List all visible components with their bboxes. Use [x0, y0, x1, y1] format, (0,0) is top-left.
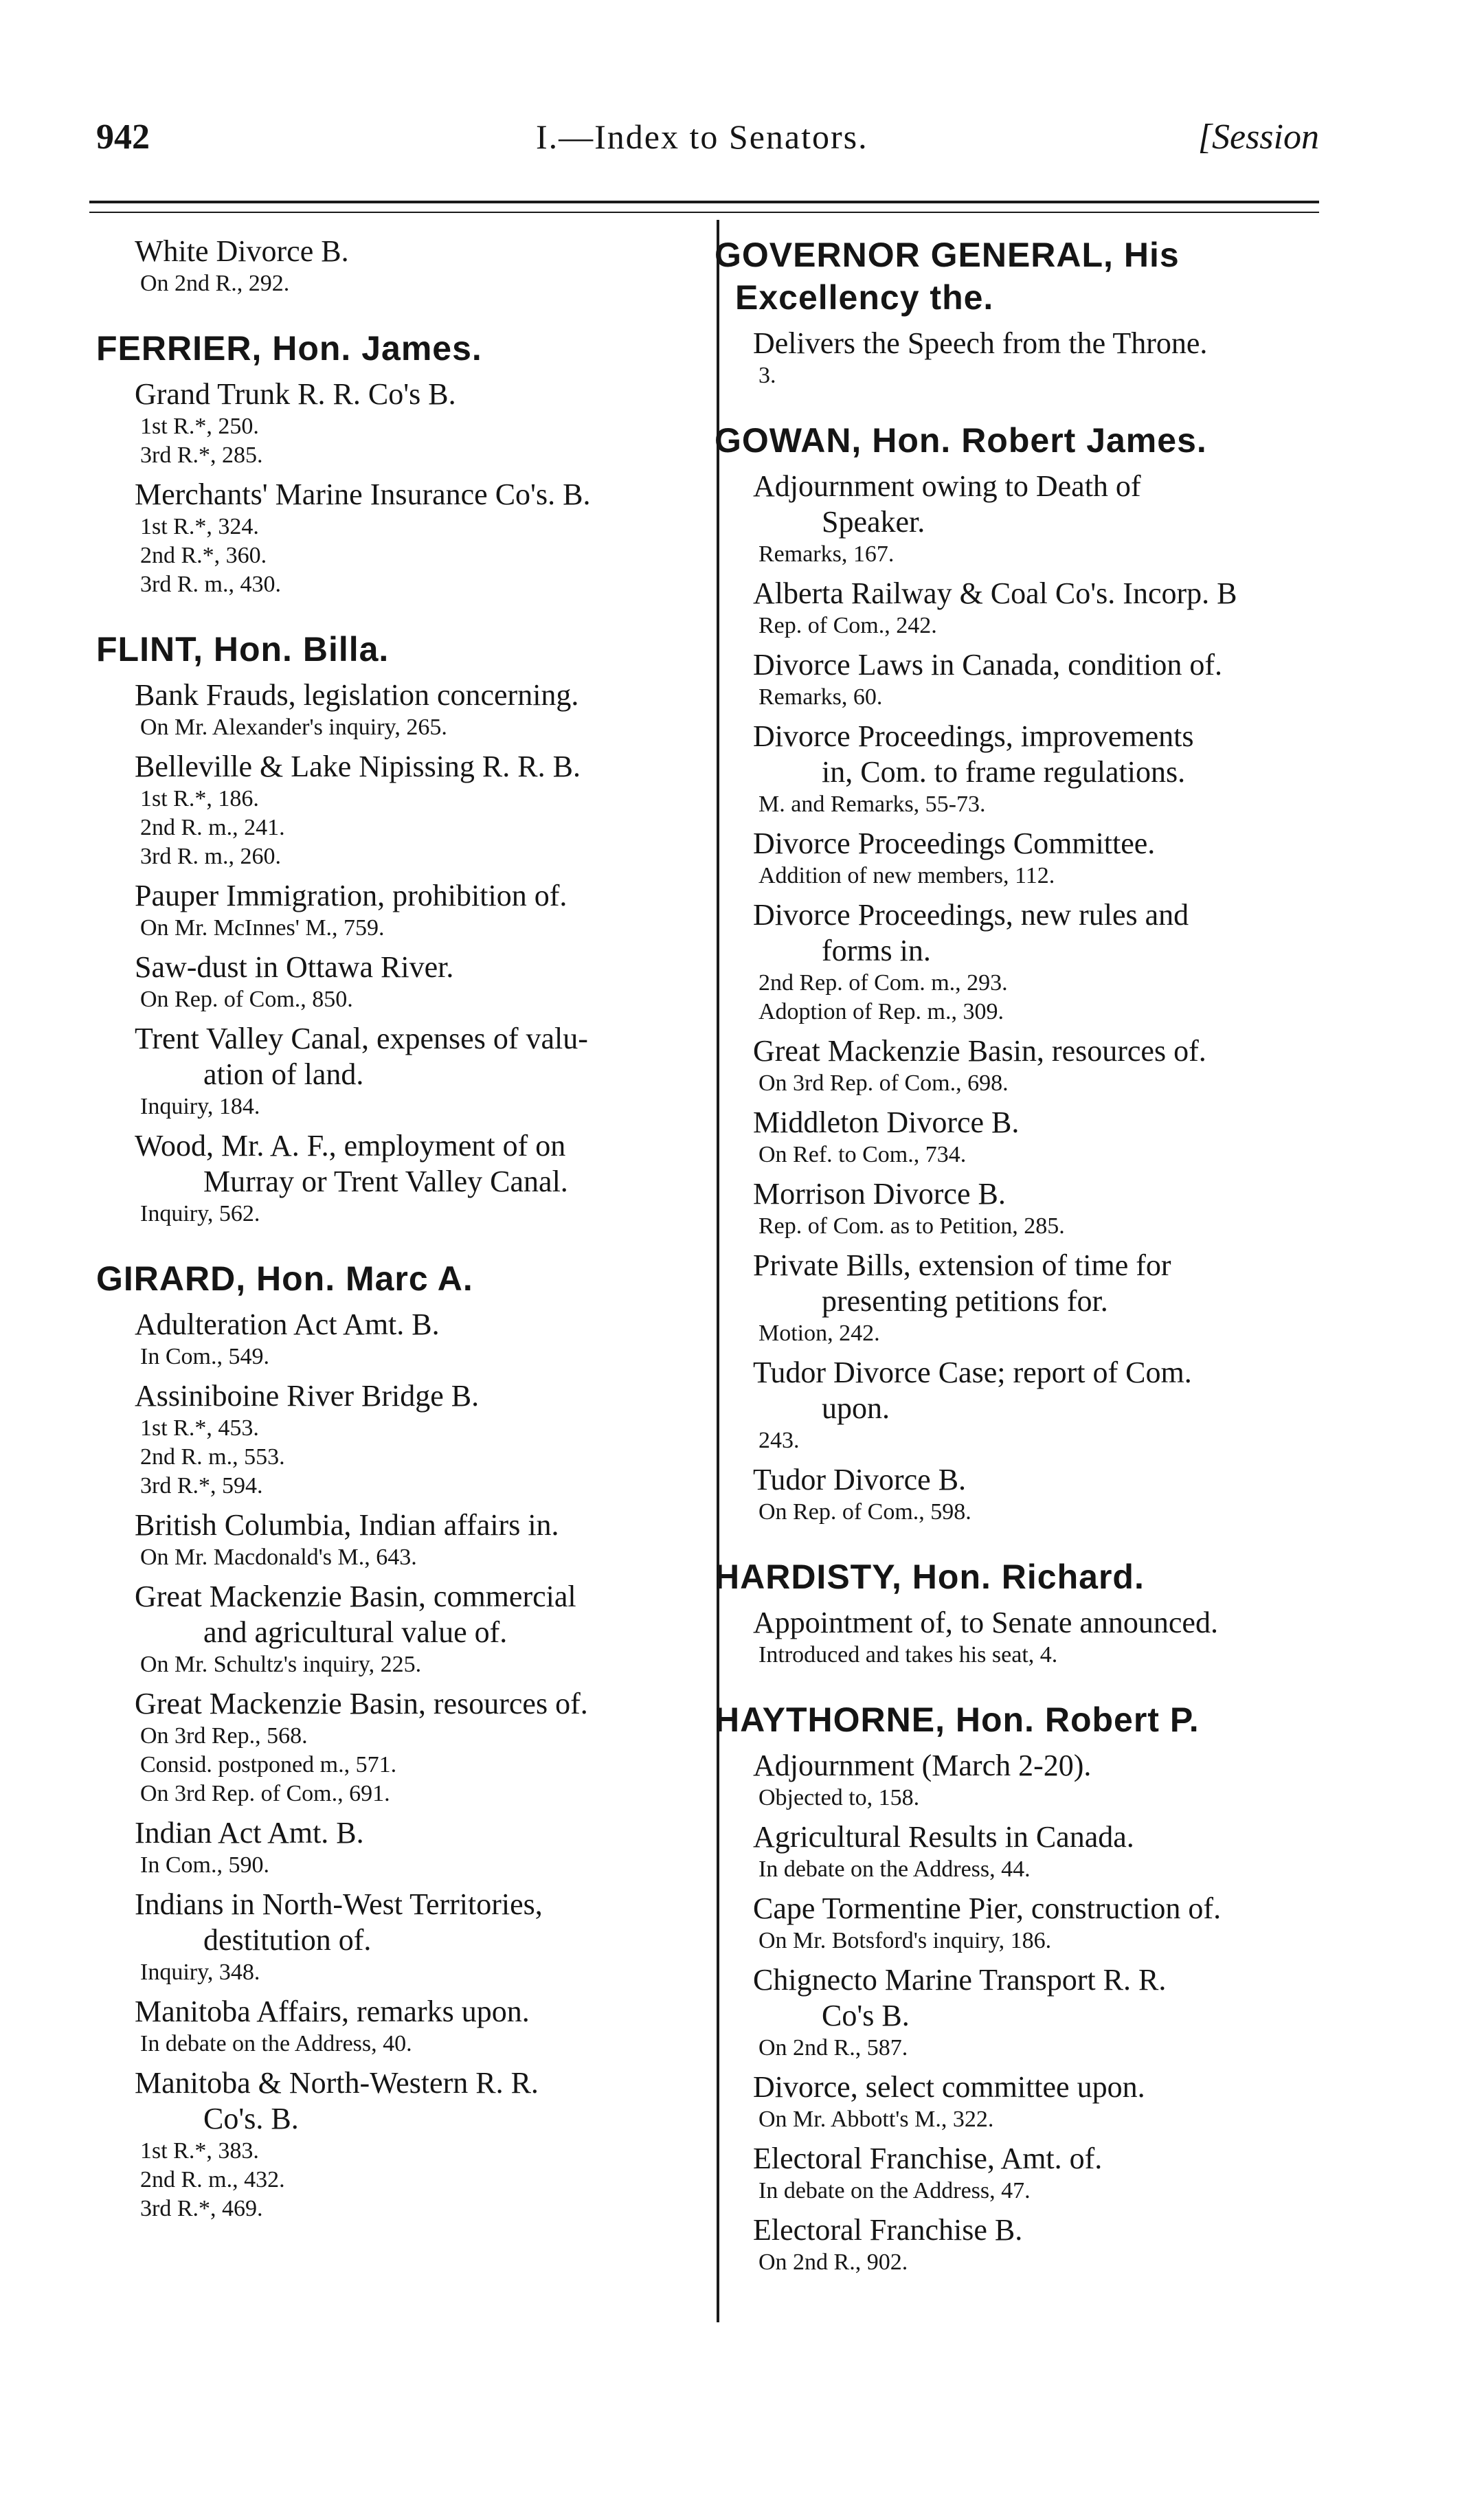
entry-reference: On Mr. Abbott's M., 322. [758, 2107, 994, 2132]
senator-name [715, 1698, 1326, 1741]
index-entry [96, 1686, 708, 1808]
entry-reference: On Mr. Alexander's inquiry, 265. [140, 715, 447, 740]
index-entry [715, 1105, 1326, 1169]
index-entry [96, 2065, 708, 2223]
entry-title [96, 477, 708, 513]
entry-title [96, 1686, 708, 1722]
index-section [715, 1556, 1326, 1670]
senator-name-text: HARDISTY, Hon. Richard. [715, 1558, 1145, 1596]
index-entry [715, 1462, 1326, 1527]
entry-reference: 3rd R. m., 260. [140, 844, 281, 869]
entry-title-text: Indians in North-West Territories, [135, 1887, 543, 1921]
entry-title [715, 576, 1326, 611]
entry-title-continuation: destitution of. [203, 1923, 372, 1957]
index-entry [715, 2141, 1326, 2206]
entry-reference: Introduced and takes his seat, 4. [758, 1642, 1058, 1668]
entry-reference: 1st R.*, 250. [140, 414, 259, 439]
index-entry [715, 1248, 1326, 1348]
entry-title [96, 1994, 708, 2030]
index-entry [715, 1355, 1326, 1455]
entry-title [715, 326, 1326, 361]
entry-title-text: Middleton Divorce B. [753, 1106, 1020, 1139]
index-entry [96, 1994, 708, 2058]
index-entry [96, 1021, 708, 1121]
entry-title-continuation: ation of land. [203, 1057, 364, 1091]
entry-reference: 1st R.*, 383. [140, 2138, 259, 2164]
senator-name-text: HAYTHORNE, Hon. Robert P. [715, 1701, 1200, 1739]
senator-name-text: FERRIER, Hon. James. [96, 329, 482, 368]
entry-title-text: White Divorce B. [135, 234, 349, 268]
entry-title [715, 2069, 1326, 2105]
entry-title-text: Divorce Laws in Canada, condition of. [753, 648, 1223, 682]
entry-title-text: Indian Act Amt. B. [135, 1816, 364, 1850]
index-entry [715, 1033, 1326, 1098]
entry-title [715, 719, 1326, 790]
entry-title-text: Appointment of, to Senate announced. [753, 1606, 1218, 1639]
entry-title [96, 234, 708, 269]
entry-reference: 2nd R. m., 241. [140, 815, 285, 840]
senator-name [715, 419, 1326, 462]
index-entry [96, 677, 708, 742]
entry-reference: In Com., 549. [140, 1344, 269, 1369]
entry-title [96, 878, 708, 914]
entry-title [96, 1307, 708, 1343]
entry-title-continuation: in, Com. to frame regulations. [822, 755, 1186, 789]
index-entry [715, 647, 1326, 712]
entry-reference: On 3rd Rep., 568. [140, 1723, 308, 1749]
header-rule-thin [89, 212, 1319, 213]
entry-reference: In debate on the Address, 40. [140, 2031, 412, 2056]
entry-reference: On Ref. to Com., 734. [758, 1142, 967, 1167]
entry-title-continuation: Co's B. [822, 1999, 910, 2032]
entry-title-text: Pauper Immigration, prohibition of. [135, 879, 567, 912]
index-entry [715, 826, 1326, 890]
entry-reference: Rep. of Com., 242. [758, 613, 937, 638]
entry-reference: 3rd R.*, 469. [140, 2196, 263, 2221]
entry-title-text: Divorce Proceedings, new rules and [753, 898, 1189, 932]
header-rule [89, 201, 1319, 203]
entry-title [715, 1355, 1326, 1426]
index-section [96, 628, 708, 1228]
entry-title [715, 1819, 1326, 1855]
senator-name-continuation: Excellency the. [735, 278, 994, 317]
entry-title [96, 1378, 708, 1414]
entry-reference: 3rd R.*, 285. [140, 442, 263, 468]
entry-title [96, 1815, 708, 1851]
index-entry [715, 1891, 1326, 1955]
entry-reference: 3rd R.*, 594. [140, 1473, 263, 1499]
entry-reference: 3. [758, 363, 776, 388]
entry-reference: On Mr. Schultz's inquiry, 225. [140, 1652, 422, 1677]
index-entry [96, 950, 708, 1014]
entry-reference: Remarks, 167. [758, 541, 895, 567]
entry-title [715, 1605, 1326, 1641]
entry-title [96, 377, 708, 412]
entry-reference: M. and Remarks, 55-73. [758, 792, 986, 817]
entry-title-text: Cape Tormentine Pier, construction of. [753, 1892, 1222, 1925]
entry-reference: Adoption of Rep. m., 309. [758, 999, 1004, 1024]
entry-reference: 3rd R. m., 430. [140, 572, 281, 597]
senator-name [96, 1257, 708, 1300]
page-header [96, 117, 1319, 172]
entry-title [96, 749, 708, 785]
entry-title [715, 2141, 1326, 2177]
entry-title-text: Great Mackenzie Basin, resources of. [135, 1687, 588, 1720]
entry-title [715, 1962, 1326, 2034]
index-entry [715, 1605, 1326, 1670]
entry-reference: On 3rd Rep. of Com., 691. [140, 1781, 390, 1806]
entry-title [715, 897, 1326, 969]
running-title: I.—Index to Senators. [536, 117, 868, 156]
entry-title [96, 1887, 708, 1958]
index-entry [715, 1819, 1326, 1884]
index-entry [96, 377, 708, 470]
right-column [715, 234, 1326, 2306]
entry-title [715, 1105, 1326, 1141]
senator-name-text: GOVERNOR GENERAL, His [715, 236, 1180, 274]
entry-title-text: Wood, Mr. A. F., employment of on [135, 1129, 566, 1163]
entry-title-text: Merchants' Marine Insurance Co's. B. [135, 478, 591, 511]
entry-title-text: Delivers the Speech from the Throne. [753, 326, 1208, 360]
index-entry [715, 1176, 1326, 1241]
index-entry [96, 749, 708, 871]
entry-reference: On 2nd R., 587. [758, 2035, 908, 2061]
entry-reference: On 3rd Rep. of Com., 698. [758, 1070, 1009, 1096]
entry-reference: Remarks, 60. [758, 684, 883, 710]
index-entry [96, 878, 708, 943]
senator-name [715, 1556, 1326, 1598]
senator-name [96, 327, 708, 370]
index-entry [715, 897, 1326, 1026]
entry-title-text: Bank Frauds, legislation concerning. [135, 678, 579, 712]
index-entry [715, 1748, 1326, 1812]
index-entry [715, 1962, 1326, 2063]
entry-reference: 243. [758, 1428, 800, 1453]
entry-title [715, 1248, 1326, 1319]
entry-title-continuation: upon. [822, 1391, 890, 1425]
index-entry [96, 477, 708, 599]
entry-reference: In debate on the Address, 47. [758, 2178, 1031, 2203]
entry-reference: 2nd Rep. of Com. m., 293. [758, 970, 1008, 996]
entry-title [715, 1462, 1326, 1498]
entry-title [96, 1021, 708, 1092]
page-number: 942 [96, 117, 150, 157]
entry-title [715, 1176, 1326, 1212]
entry-title-continuation: Murray or Trent Valley Canal. [203, 1165, 568, 1198]
entry-reference: On 2nd R., 292. [140, 271, 290, 296]
entry-title-text: Trent Valley Canal, expenses of valu- [135, 1022, 588, 1055]
session-label: [Session [1198, 117, 1319, 157]
index-section [96, 1257, 708, 2223]
entry-title-text: Divorce Proceedings, improvements [753, 719, 1194, 753]
entry-title-continuation: presenting petitions for. [822, 1284, 1108, 1318]
entry-reference: 1st R.*, 324. [140, 514, 259, 539]
entry-title-text: Tudor Divorce Case; report of Com. [753, 1356, 1192, 1389]
entry-reference: On Rep. of Com., 850. [140, 987, 353, 1012]
index-entry [715, 576, 1326, 640]
entry-title-text: Adulteration Act Amt. B. [135, 1307, 440, 1341]
senator-name-text: GOWAN, Hon. Robert James. [715, 421, 1207, 460]
entry-title-text: Alberta Railway & Coal Co's. Incorp. B [753, 576, 1237, 610]
index-entry [96, 234, 708, 298]
entry-title-text: Morrison Divorce B. [753, 1177, 1006, 1211]
index-entry [715, 2069, 1326, 2134]
entry-title [715, 647, 1326, 683]
entry-title [715, 826, 1326, 862]
entry-title [715, 1748, 1326, 1784]
entry-title-text: Manitoba Affairs, remarks upon. [135, 1995, 530, 2028]
index-section [715, 1698, 1326, 2277]
index-entry [715, 326, 1326, 390]
entry-title [96, 1128, 708, 1200]
entry-reference: On Rep. of Com., 598. [758, 1499, 971, 1525]
index-entry [96, 1815, 708, 1880]
entry-reference: 2nd R.*, 360. [140, 543, 267, 568]
entry-reference: In Com., 590. [140, 1852, 269, 1878]
index-section [96, 234, 708, 298]
index-entry [715, 469, 1326, 569]
entry-title-text: Manitoba & North-Western R. R. [135, 2066, 539, 2100]
senator-name-text: FLINT, Hon. Billa. [96, 630, 390, 669]
entry-title-text: Assiniboine River Bridge B. [135, 1379, 480, 1413]
entry-reference: In debate on the Address, 44. [758, 1856, 1031, 1882]
index-entry [96, 1307, 708, 1371]
entry-title-continuation: Speaker. [822, 505, 925, 539]
senator-name [715, 234, 1326, 319]
entry-title [715, 1033, 1326, 1069]
entry-reference: On Mr. McInnes' M., 759. [140, 915, 385, 941]
index-entry [96, 1378, 708, 1501]
entry-reference: On Mr. Macdonald's M., 643. [140, 1545, 417, 1570]
index-entry [96, 1128, 708, 1228]
entry-title-continuation: Co's. B. [203, 2102, 299, 2135]
entry-title-text: Private Bills, extension of time for [753, 1248, 1171, 1282]
entry-reference: Rep. of Com. as to Petition, 285. [758, 1213, 1065, 1239]
entry-reference: 2nd R. m., 553. [140, 1444, 285, 1470]
entry-title-text: Electoral Franchise B. [753, 2213, 1023, 2247]
entry-title [96, 950, 708, 985]
entry-reference: Objected to, 158. [758, 1785, 920, 1810]
entry-reference: Addition of new members, 112. [758, 863, 1055, 888]
entry-title-continuation: forms in. [822, 934, 931, 967]
entry-title-text: Tudor Divorce B. [753, 1463, 967, 1496]
entry-title [96, 1579, 708, 1650]
entry-reference: Inquiry, 184. [140, 1094, 260, 1119]
index-section [715, 419, 1326, 1527]
entry-title [715, 1891, 1326, 1927]
left-column [96, 234, 708, 2252]
entry-title-text: British Columbia, Indian affairs in. [135, 1508, 559, 1542]
entry-title [715, 469, 1326, 540]
index-section [715, 234, 1326, 390]
entry-reference: 1st R.*, 453. [140, 1415, 259, 1441]
entry-title [96, 2065, 708, 2137]
entry-title [715, 2212, 1326, 2248]
senator-name [96, 628, 708, 671]
index-entry [96, 1887, 708, 1987]
entry-title-continuation: and agricultural value of. [203, 1615, 508, 1649]
entry-title-text: Great Mackenzie Basin, resources of. [753, 1034, 1206, 1068]
entry-title [96, 1507, 708, 1543]
entry-title-text: Divorce, select committee upon. [753, 2070, 1145, 2104]
entry-title-text: Adjournment (March 2-20). [753, 1749, 1092, 1782]
entry-reference: Motion, 242. [758, 1321, 880, 1346]
index-entry [715, 719, 1326, 819]
entry-title-text: Grand Trunk R. R. Co's B. [135, 377, 456, 411]
entry-reference: Inquiry, 348. [140, 1960, 260, 1985]
entry-reference: On 2nd R., 902. [758, 2249, 908, 2275]
entry-title-text: Chignecto Marine Transport R. R. [753, 1963, 1167, 1997]
senator-name-text: GIRARD, Hon. Marc A. [96, 1259, 473, 1298]
index-entry [715, 2212, 1326, 2277]
index-section [96, 327, 708, 599]
entry-title-text: Agricultural Results in Canada. [753, 1820, 1134, 1854]
entry-title-text: Belleville & Lake Nipissing R. R. B. [135, 750, 581, 783]
entry-title-text: Great Mackenzie Basin, commercial [135, 1580, 576, 1613]
index-entry [96, 1579, 708, 1679]
entry-reference: Consid. postponed m., 571. [140, 1752, 397, 1777]
entry-reference: 1st R.*, 186. [140, 786, 259, 811]
entry-reference: 2nd R. m., 432. [140, 2167, 285, 2192]
entry-reference: On Mr. Botsford's inquiry, 186. [758, 1928, 1052, 1953]
entry-title-text: Electoral Franchise, Amt. of. [753, 2142, 1103, 2175]
index-entry [96, 1507, 708, 1572]
entry-title-text: Adjournment owing to Death of [753, 469, 1141, 503]
entry-title-text: Divorce Proceedings Committee. [753, 827, 1156, 860]
entry-reference: Inquiry, 562. [140, 1201, 260, 1226]
entry-title-text: Saw-dust in Ottawa River. [135, 950, 454, 984]
entry-title [96, 677, 708, 713]
